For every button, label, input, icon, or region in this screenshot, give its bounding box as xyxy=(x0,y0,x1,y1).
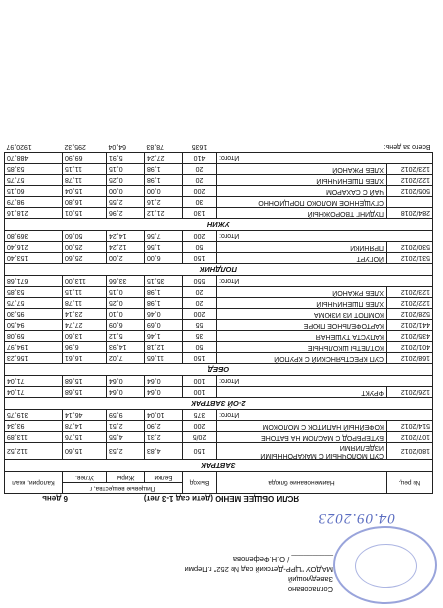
approved-line-2: Заведующий xyxy=(288,575,333,584)
cell-protein: 0,00 xyxy=(145,186,183,197)
cell-recipe: 505/2012 xyxy=(387,186,433,197)
total-output: 100 xyxy=(183,376,217,387)
cell-recipe: 284/2018 xyxy=(387,208,433,219)
cell-carbs: 13,60 xyxy=(62,331,106,342)
cell-kcal: 94,50 xyxy=(4,320,62,331)
cell-output: 200 xyxy=(183,421,217,432)
cell-fat: 4,55 xyxy=(107,432,145,443)
section-header xyxy=(4,264,432,276)
col-carbs: Углев. xyxy=(62,472,106,483)
cell-name: БУТЕРБРОД С МАСЛОМ НА БАТОНЕ xyxy=(217,432,387,443)
cell-protein: 4,83 xyxy=(145,443,183,460)
cell-kcal: 59,08 xyxy=(4,331,62,342)
cell-recipe: 435/2012 xyxy=(387,331,433,342)
cell-carbs: 25,60 xyxy=(62,253,106,264)
total-label: Итого: xyxy=(217,376,433,387)
cell-name: ХЛЕБ РЖАНОЙ xyxy=(217,164,387,175)
total-fat: 33,66 xyxy=(107,276,145,287)
cell-carbs: 15,04 xyxy=(62,186,106,197)
cell-kcal: 60,15 xyxy=(4,186,62,197)
col-name: Наименование блюда xyxy=(217,472,387,494)
total-kcal: 369,80 xyxy=(4,231,62,242)
cell-output: 200 xyxy=(183,186,217,197)
cell-protein: 2,90 xyxy=(145,421,183,432)
cell-output: 20 xyxy=(183,164,217,175)
cell-name: КОМПОТ ИЗ ИЗЮМА xyxy=(217,309,387,320)
section-header xyxy=(4,219,432,231)
organization-stamp-icon xyxy=(333,526,437,604)
cell-output: 150 xyxy=(183,353,217,364)
cell-output: 200 xyxy=(183,309,217,320)
cell-carbs: 11,15 xyxy=(62,287,106,298)
total-fat: 9,59 xyxy=(107,410,145,421)
section-title: ЗАВТРАК xyxy=(4,460,432,472)
cell-carbs: 11,78 xyxy=(62,175,106,186)
table-row xyxy=(4,331,432,342)
total-protein: 27,24 xyxy=(145,153,183,164)
cell-protein: 1,98 xyxy=(145,298,183,309)
table-row xyxy=(4,421,432,432)
cell-carbs: 14,78 xyxy=(62,421,106,432)
total-kcal: 671,68 xyxy=(4,276,62,287)
cell-name: СУП МОЛОЧНЫЙ С МАКАРОННЫМИ ИЗДЕЛИЯМИ xyxy=(217,443,387,460)
cell-recipe: 401/2012 xyxy=(387,342,433,353)
section-title: 2-ОЙ ЗАВТРАК xyxy=(4,398,432,410)
cell-fat: 0,15 xyxy=(107,164,145,175)
cell-kcal: 93,34 xyxy=(4,421,62,432)
table-row xyxy=(4,242,432,253)
total-kcal: 71,04 xyxy=(4,376,62,387)
cell-name: КОТЛЕТЫ ШКОЛЬНЫЕ xyxy=(217,342,387,353)
cell-protein: 1,98 xyxy=(145,287,183,298)
menu-title: ЯСЛИ ОБЩЕЕ МЕНЮ (дети сад 1-3 лет) xyxy=(143,494,300,503)
cell-name: СГУЩЕННОЕ МОЛОКО ПОРЦИОННО xyxy=(217,197,387,208)
cell-fat: 0,25 xyxy=(107,298,145,309)
table-row xyxy=(4,175,432,186)
cell-output: 55 xyxy=(183,320,217,331)
cell-fat: 6,09 xyxy=(107,320,145,331)
day-total-row xyxy=(4,142,432,153)
cell-kcal: 156,23 xyxy=(4,353,62,364)
cell-carbs: 15,68 xyxy=(62,387,106,398)
total-carbs: 69,90 xyxy=(62,153,106,164)
cell-recipe xyxy=(387,197,433,208)
cell-fat: 14,93 xyxy=(107,342,145,353)
approved-line-3: МАДОУ "ЦРР-Детский сад № 252" г.Перми xyxy=(184,565,333,574)
cell-output: 20 xyxy=(183,175,217,186)
cell-name: КОФЕЙНЫЙ НАПИТОК С МОЛОКОМ xyxy=(217,421,387,432)
table-row xyxy=(4,432,432,443)
cell-fat: 0,64 xyxy=(107,387,145,398)
cell-protein: 6,00 xyxy=(145,253,183,264)
cell-name: КАРТОФЕЛЬНОЕ ПЮРЕ xyxy=(217,320,387,331)
table-row xyxy=(4,309,432,320)
cell-protein: 1,98 xyxy=(145,175,183,186)
col-protein: Белки xyxy=(145,472,183,483)
cell-name: ФРУКТ xyxy=(217,387,387,398)
cell-kcal: 218,16 xyxy=(4,208,62,219)
total-output: 550 xyxy=(183,276,217,287)
cell-name: ЧАЙ С САХАРОМ xyxy=(217,186,387,197)
day-total-kcal: 1920,97 xyxy=(6,143,32,151)
cell-protein: 1,46 xyxy=(145,331,183,342)
total-output: 375 xyxy=(183,410,217,421)
col-fat: Жиры xyxy=(107,472,145,483)
cell-carbs: 27,74 xyxy=(62,320,106,331)
cell-output: 150 xyxy=(183,253,217,264)
section-header xyxy=(4,364,432,376)
total-output: 410 xyxy=(183,153,217,164)
total-label: Итого: xyxy=(217,153,433,164)
total-fat: 0,64 xyxy=(107,376,145,387)
cell-name: ХЛЕБ ПШЕНИЧНЫЙ xyxy=(217,175,387,186)
cell-kcal: 95,30 xyxy=(4,309,62,320)
table-row xyxy=(4,342,432,353)
cell-kcal: 98,79 xyxy=(4,197,62,208)
total-carbs: 46,14 xyxy=(62,410,106,421)
table-row xyxy=(4,253,432,264)
cell-recipe: 531/2012 xyxy=(387,253,433,264)
cell-kcal: 57,75 xyxy=(4,298,62,309)
cell-protein: 0,46 xyxy=(145,309,183,320)
section-total-row xyxy=(4,153,432,164)
cell-kcal: 71,04 xyxy=(4,387,62,398)
cell-carbs: 23,14 xyxy=(62,309,106,320)
cell-fat: 0,15 xyxy=(107,287,145,298)
cell-name: ЙОГУРТ xyxy=(217,253,387,264)
cell-fat: 2,51 xyxy=(107,421,145,432)
cell-name: СУП КРЕСТЬЯНСКИЙ С КРУПОЙ xyxy=(217,353,387,364)
table-row xyxy=(4,443,432,460)
table-row xyxy=(4,353,432,364)
cell-recipe: 528/2012 xyxy=(387,309,433,320)
menu-table xyxy=(4,142,433,494)
cell-recipe: 514/2012 xyxy=(387,421,433,432)
cell-protein: 2,31 xyxy=(145,432,183,443)
total-fat: 5,91 xyxy=(107,153,145,164)
cell-carbs: 16,80 xyxy=(62,197,106,208)
total-label: Итого: xyxy=(217,410,433,421)
cell-output: 20 xyxy=(183,287,217,298)
day-label: 6 день xyxy=(42,494,68,503)
table-row xyxy=(4,298,432,309)
cell-carbs: 15,01 xyxy=(62,208,106,219)
cell-output: 100 xyxy=(183,387,217,398)
section-title: ОБЕД xyxy=(4,364,432,376)
approved-line-4: __________ / О.Н.Фефелова xyxy=(232,555,333,564)
cell-carbs: 15,60 xyxy=(62,443,106,460)
total-label: Итого: xyxy=(217,276,433,287)
cell-fat: 12,24 xyxy=(107,242,145,253)
total-carbs: 15,68 xyxy=(62,376,106,387)
total-kcal: 319,75 xyxy=(4,410,62,421)
day-total-fat: 64,04 xyxy=(108,143,127,151)
cell-kcal: 112,52 xyxy=(4,443,62,460)
handwritten-date: 04.09.2023 xyxy=(317,510,395,526)
cell-carbs: 11,78 xyxy=(62,298,106,309)
cell-output: 30 xyxy=(183,197,217,208)
total-fat: 14,24 xyxy=(107,231,145,242)
cell-recipe: 180/2012 xyxy=(387,443,433,460)
cell-recipe: 123/2012 xyxy=(387,287,433,298)
table-row xyxy=(4,208,432,219)
day-total-output: 1635 xyxy=(191,143,208,151)
cell-recipe: 126/2012 xyxy=(387,387,433,398)
section-title: УЖИН xyxy=(4,219,432,231)
cell-protein: 11,65 xyxy=(145,353,183,364)
total-protein: 7,56 xyxy=(145,231,183,242)
cell-protein: 2,16 xyxy=(145,197,183,208)
cell-fat: 5,12 xyxy=(107,331,145,342)
col-recipe: № рец. xyxy=(387,472,433,494)
section-total-row xyxy=(4,410,432,421)
cell-recipe: 122/2012 xyxy=(387,175,433,186)
cell-fat: 7,02 xyxy=(107,353,145,364)
table-row xyxy=(4,197,432,208)
total-protein: 35,15 xyxy=(145,276,183,287)
cell-protein: 0,69 xyxy=(145,320,183,331)
cell-kcal: 113,89 xyxy=(4,432,62,443)
cell-output: 50 xyxy=(183,242,217,253)
cell-carbs: 15,76 xyxy=(62,432,106,443)
section-total-row xyxy=(4,231,432,242)
table-row xyxy=(4,287,432,298)
cell-output: 50 xyxy=(183,342,217,353)
cell-output: 20 xyxy=(183,298,217,309)
cell-protein: 21,12 xyxy=(145,208,183,219)
cell-name: ПРЯНИКИ xyxy=(217,242,387,253)
table-row xyxy=(4,186,432,197)
day-total-carbs: 295,32 xyxy=(64,143,86,151)
cell-fat: 0,10 xyxy=(107,309,145,320)
total-carbs: 113,00 xyxy=(62,276,106,287)
total-output: 200 xyxy=(183,231,217,242)
cell-fat: 2,55 xyxy=(107,197,145,208)
cell-recipe: 107/2012 xyxy=(387,432,433,443)
cell-carbs: 16,61 xyxy=(62,353,106,364)
cell-carbs: 25,00 xyxy=(62,242,106,253)
cell-name: ХЛЕБ ПШЕНИЧНЫЙ xyxy=(217,298,387,309)
cell-kcal: 57,75 xyxy=(4,175,62,186)
table-row xyxy=(4,387,432,398)
cell-recipe: 122/2012 xyxy=(387,298,433,309)
total-protein: 0,64 xyxy=(145,376,183,387)
section-header xyxy=(4,460,432,472)
approved-line-1: Согласовано xyxy=(287,585,333,594)
section-title: ПОЛДНИК xyxy=(4,264,432,276)
cell-name: ХЛЕБ РЖАНОЙ xyxy=(217,287,387,298)
cell-kcal: 53,85 xyxy=(4,164,62,175)
cell-recipe: 168/2012 xyxy=(387,353,433,364)
cell-fat: 2,00 xyxy=(107,253,145,264)
section-total-row xyxy=(4,376,432,387)
menu-body xyxy=(4,142,432,472)
cell-kcal: 216,40 xyxy=(4,242,62,253)
table-row xyxy=(4,320,432,331)
cell-recipe: 530/2012 xyxy=(387,242,433,253)
section-header xyxy=(4,398,432,410)
table-row xyxy=(4,164,432,175)
total-label: Итого: xyxy=(217,231,433,242)
cell-kcal: 53,85 xyxy=(4,287,62,298)
cell-protein: 1,98 xyxy=(145,164,183,175)
cell-fat: 0,00 xyxy=(107,186,145,197)
cell-protein: 12,18 xyxy=(145,342,183,353)
col-kcal: Калории, ккал xyxy=(4,472,62,494)
total-carbs: 50,60 xyxy=(62,231,106,242)
section-total-row xyxy=(4,276,432,287)
cell-kcal: 153,40 xyxy=(4,253,62,264)
cell-carbs: 6,96 xyxy=(62,342,106,353)
cell-output: 150 xyxy=(183,443,217,460)
cell-output: 35 xyxy=(183,331,217,342)
cell-recipe: 441/2012 xyxy=(387,320,433,331)
cell-kcal: 194,97 xyxy=(4,342,62,353)
cell-fat: 2,53 xyxy=(107,443,145,460)
cell-protein: 0,64 xyxy=(145,387,183,398)
cell-carbs: 11,15 xyxy=(62,164,106,175)
cell-protein: 1,56 xyxy=(145,242,183,253)
cell-fat: 0,25 xyxy=(107,175,145,186)
col-output: Выход xyxy=(183,472,217,494)
total-protein: 10,04 xyxy=(145,410,183,421)
cell-name: ПУДИНГ ТВОРОЖНЫЙ xyxy=(217,208,387,219)
col-nutrients-group: Пищевые вещества, г xyxy=(62,483,182,494)
day-total-protein: 78,83 xyxy=(146,143,165,151)
cell-output: 130 xyxy=(183,208,217,219)
cell-name: КАПУСТА ТУШЕНАЯ xyxy=(217,331,387,342)
cell-recipe: 123/2012 xyxy=(387,164,433,175)
day-total-label: Всего за день: xyxy=(383,143,431,151)
total-kcal: 488,70 xyxy=(4,153,62,164)
cell-output: 20/5 xyxy=(183,432,217,443)
cell-fat: 2,96 xyxy=(107,208,145,219)
